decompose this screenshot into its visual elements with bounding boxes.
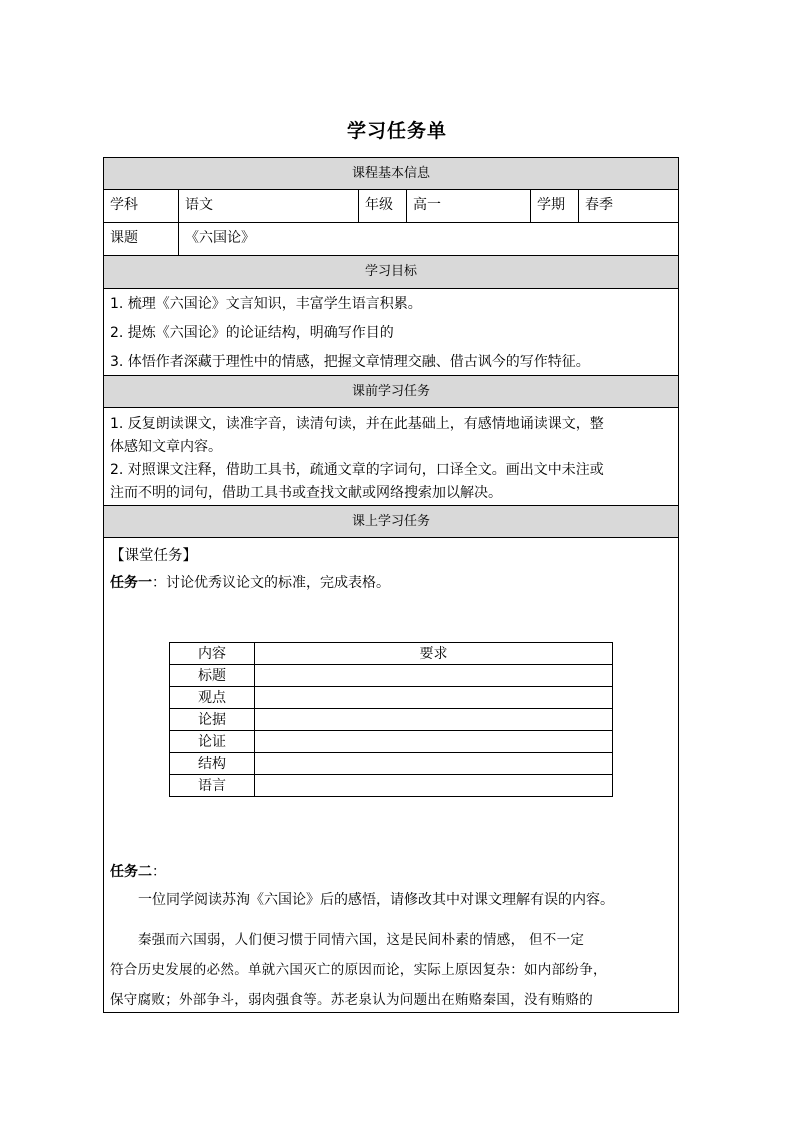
- row-label: 结构: [170, 753, 255, 775]
- topic-row: [104, 223, 678, 256]
- table-row: [170, 731, 613, 753]
- task1-text: ：讨论优秀议论文的标准，完成表格。: [152, 575, 390, 591]
- term-label: 学期: [531, 190, 579, 222]
- row-label: 语言: [170, 775, 255, 797]
- passage-line: 符合历史发展的必然。单就六国灭亡的原因而论，实际上原因复杂：如内部纷争，: [110, 962, 607, 978]
- passage-line: 保守腐败；外部争斗，弱肉强食等。苏老泉认为问题出在贿赂秦国，没有贿赂的: [110, 992, 593, 1008]
- table-header-cell: 内容: [170, 643, 255, 665]
- subject-label: 学科: [104, 190, 179, 222]
- section-pre-tasks: 课前学习任务: [104, 376, 678, 408]
- requirements-table: [169, 642, 613, 797]
- topic-value: 《六国论》: [185, 230, 255, 246]
- table-header-row: [170, 643, 613, 665]
- task2-instruction: 一位同学阅读苏洵《六国论》后的感悟，请修改其中对课文理解有误的内容。: [138, 892, 614, 908]
- task-sheet-table: [103, 157, 679, 1013]
- passage-line: 秦强而六国弱，人们便习惯于同情六国，这是民间朴素的情感， 但不一定: [138, 932, 585, 948]
- objective-item: 1. 梳理《六国论》文言知识，丰富学生语言积累。: [110, 296, 422, 312]
- section-basic-info: 课程基本信息: [104, 158, 678, 190]
- table-row: [170, 665, 613, 687]
- term-value: 春季: [585, 197, 613, 213]
- subject-value: 语文: [179, 190, 359, 222]
- section-objectives: 学习目标: [104, 256, 678, 289]
- row-label: 论证: [170, 731, 255, 753]
- row-label: 标题: [170, 665, 255, 687]
- section-class-tasks: 课上学习任务: [104, 506, 678, 538]
- pre-tasks-block: [104, 408, 678, 506]
- table-row: [170, 709, 613, 731]
- grade-value: 高一: [407, 190, 531, 222]
- pre-task-line: 1. 反复朗读课文，读准字音，读清句读，并在此基础上，有感情地诵读课文，整: [110, 416, 604, 432]
- pre-task-line: 注而不明的词句，借助工具书或查找文献或网络搜索加以解决。: [110, 485, 502, 501]
- table-row: [170, 775, 613, 797]
- pre-task-line: 体感知文章内容。: [110, 439, 222, 455]
- requirement-cell[interactable]: [255, 687, 613, 709]
- pre-task-line: 2. 对照课文注释，借助工具书，疏通文章的字词句，口译全文。画出文中未注或: [110, 462, 604, 478]
- row-label: 观点: [170, 687, 255, 709]
- topic-label: 课题: [104, 223, 179, 255]
- requirement-cell[interactable]: [255, 775, 613, 797]
- objective-item: 2. 提炼《六国论》的论证结构，明确写作目的: [110, 325, 394, 341]
- objectives-block: [104, 289, 678, 376]
- row-label: 论据: [170, 709, 255, 731]
- task2-label: 任务二: [110, 864, 152, 880]
- table-row: [170, 687, 613, 709]
- task2-colon: ：: [152, 864, 166, 880]
- objective-item: 3. 体悟作者深藏于理性中的情感，把握文章情理交融、借古讽今的写作特征。: [110, 354, 590, 370]
- task1-line: [110, 572, 674, 592]
- class-task-heading: 【课堂任务】: [110, 548, 197, 564]
- task2-line: [110, 861, 674, 881]
- grade-label: 年级: [359, 190, 407, 222]
- table-row: [170, 753, 613, 775]
- requirement-cell[interactable]: [255, 753, 613, 775]
- table-header-cell: 要求: [255, 643, 613, 665]
- task1-label: 任务一: [110, 575, 152, 591]
- basic-info-row: [104, 190, 678, 223]
- requirement-cell[interactable]: [255, 731, 613, 753]
- page-title: 学习任务单: [346, 120, 447, 142]
- requirement-cell[interactable]: [255, 665, 613, 687]
- requirement-cell[interactable]: [255, 709, 613, 731]
